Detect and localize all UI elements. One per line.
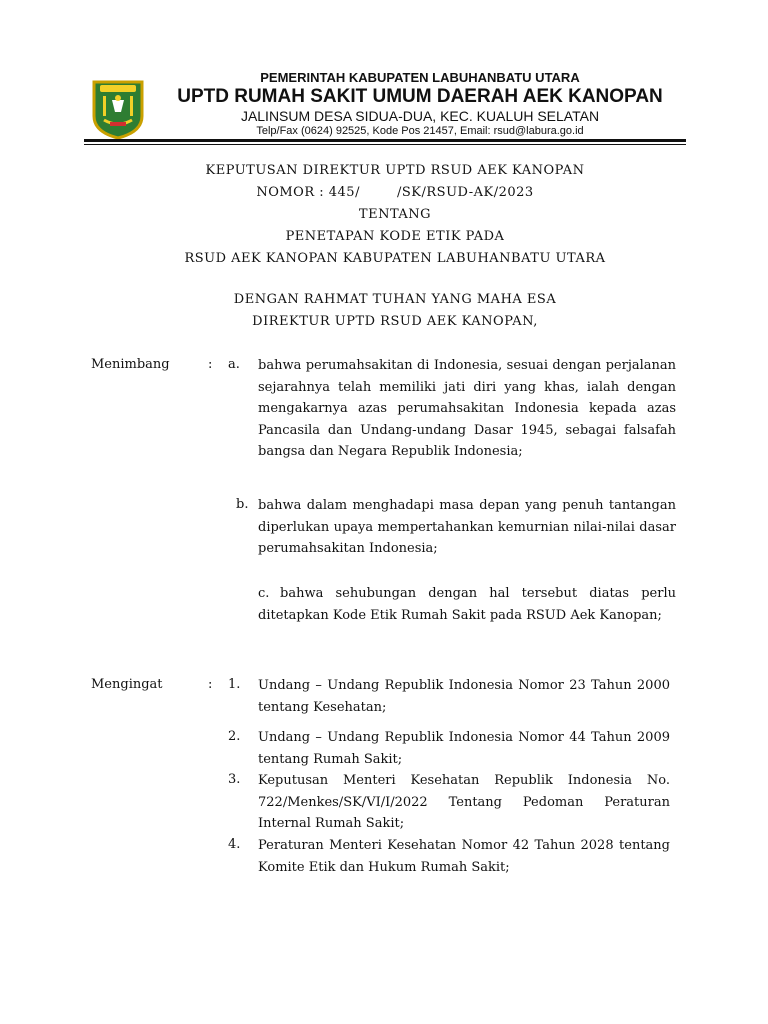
menimbang-item-c: bahwa sehubungan dengan hal tersebut diatas perlu ditetapkan Kode Etik Rumah Sakit pada RSUD Aek Kanopan; (258, 586, 676, 623)
issuer-line: DIREKTUR UPTD RSUD AEK KANOPAN, (252, 314, 538, 329)
decree-number: NOMOR : 445/ /SK/RSUD-AK/2023 (256, 185, 534, 200)
hospital-name: UPTD RUMAH SAKIT UMUM DAERAH AEK KANOPAN (177, 86, 663, 107)
menimbang-colon: : (208, 357, 213, 372)
hospital-address: JALINSUM DESA SIDUA-DUA, KEC. KUALUH SELATAN (240, 108, 600, 124)
letterhead (150, 70, 690, 139)
letterhead-divider-thick (84, 139, 686, 142)
letterhead-divider-thin (84, 144, 686, 145)
menimbang-mark-a: a. (228, 357, 240, 372)
government-name: PEMERINTAH KABUPATEN LABUHANBATU UTARA (260, 70, 580, 85)
mengingat-mark-4: 4. (228, 837, 241, 852)
invocation: DENGAN RAHMAT TUHAN YANG MAHA ESA (233, 292, 557, 307)
menimbang-mark-c: c. (258, 586, 270, 601)
mengingat-item-1: Undang – Undang Republik Indonesia Nomor 23 Tahun 2000 tentang Kesehatan; (258, 678, 670, 715)
mengingat-colon: : (208, 677, 213, 692)
mengingat-item-3: Keputusan Menteri Kesehatan Republik Indonesia No. 722/Menkes/SK/VI/I/2022 Tentang Pedoman Peraturan Internal Rumah Sakit; (258, 773, 670, 831)
mengingat-mark-1: 1. (228, 677, 241, 692)
mengingat-item-4: Peraturan Menteri Kesehatan Nomor 42 Tahun 2028 tentang Komite Etik dan Hukum Rumah Sakit; (258, 838, 670, 875)
menimbang-item-a: bahwa perumahsakitan di Indonesia, sesuai dengan perjalanan sejarahnya telah memiliki jati diri yang khas, ialah dengan mengakarnya azas perumahsakitan Indonesia kepada azas Pancasila dan Undang-undang Dasar 1945, sebagai falsafah bangsa dan Negara Republik Indonesia; (258, 358, 676, 459)
decree-tentang: TENTANG (358, 207, 432, 222)
menimbang-mark-b: b. (236, 497, 249, 512)
decree-title: KEPUTUSAN DIREKTUR UPTD RSUD AEK KANOPAN (205, 163, 585, 178)
mengingat-label: Mengingat (91, 677, 163, 692)
mengingat-mark-3: 3. (228, 772, 241, 787)
menimbang-item-b: bahwa dalam menghadapi masa depan yang penuh tantangan diperlukan upaya mempertahankan kemurnian nilai-nilai dasar perumahsakitan Indonesia; (258, 498, 676, 556)
hospital-contact: Telp/Fax (0624) 92525, Kode Pos 21457, Email: rsud@labura.go.id (256, 125, 584, 137)
decree-subject-line2: RSUD AEK KANOPAN KABUPATEN LABUHANBATU UTARA (184, 251, 606, 266)
mengingat-mark-2: 2. (228, 729, 241, 744)
menimbang-item-c-block (258, 583, 676, 626)
mengingat-item-2: Undang – Undang Republik Indonesia Nomor 44 Tahun 2009 tentang Rumah Sakit; (258, 730, 670, 767)
regency-emblem-logo (90, 76, 146, 140)
decree-subject-line1: PENETAPAN KODE ETIK PADA (285, 229, 505, 244)
menimbang-label: Menimbang (91, 357, 170, 372)
